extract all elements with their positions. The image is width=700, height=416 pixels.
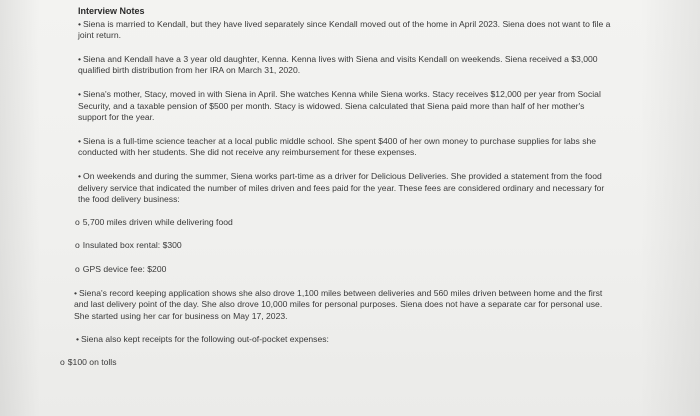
bullet-dot: • [78,170,82,181]
bullet-delivery-driver: • On weekends and during the summer, Siena works part-time as a driver for Delicious Deliveries. She provided a statement from the food delivery service that indicated the number of miles driven and fees paid for the year. These fees are considered ordinary and necessary for the food delivery business: [78,170,605,205]
sub-bullet-circle: o [75,263,80,274]
page-shadow-right [640,0,700,416]
sub-bullet-circle: o [75,240,80,251]
page-shadow-left [0,0,40,416]
notes-title: Interview Notes [78,6,145,16]
bullet-dot: • [78,88,82,99]
fee-item-miles: o 5,700 miles driven while delivering food [75,216,233,227]
expense-item-tolls: o $100 on tolls [60,356,117,367]
bullet-dot: • [74,287,78,298]
bullet-dot: • [76,334,80,345]
fee-item-insulated-box: o Insulated box rental: $300 [75,240,182,251]
bullet-daughter: • Siena and Kendall have a 3 year old daughter, Kenna. Kenna lives with Siena and visits Kendall on weekends. Siena received a $3,000 qualified birth distribution from her IRA on March 31, 2020. [78,53,598,76]
bullet-mother: • Siena's mother, Stacy, moved in with Siena in April. She watches Kenna while Siena works. Stacy receives $12,000 per year from Social Security, and a taxable pension of $500 per month. Stacy is widowed. Siena calculated that Siena paid more than half of her mother's support for the year. [78,88,601,123]
bullet-dot: • [78,18,82,29]
bullet-receipts: • Siena also kept receipts for the following out-of-pocket expenses: [76,334,329,345]
bullet-dot: • [78,53,82,64]
sub-bullet-circle: o [75,216,80,227]
bullet-teacher: • Siena is a full-time science teacher at a local public middle school. She spent $400 of her own money to purchase supplies for labs she conducted with her students. She did not receive any reimbursement for these expenses. [78,135,597,158]
bullet-dot: • [78,135,82,146]
interview-notes [60,6,618,368]
bullet-marital-status: • Siena is married to Kendall, but they have lived separately since Kendall moved out of the home in April 2023. Siena does not want to file a joint return. [78,18,611,41]
sub-bullet-circle: o [60,356,65,367]
fee-item-gps: o GPS device fee: $200 [75,263,167,274]
bullet-record-keeping: • Siena's record keeping application shows she also drove 1,100 miles between deliveries and 560 miles driven between home and the first and last delivery point of the day. She also drove 10,000 miles for personal purposes. Siena does not have a separate car for personal use. She started using her car for business on May 17, 2023. [74,287,603,321]
